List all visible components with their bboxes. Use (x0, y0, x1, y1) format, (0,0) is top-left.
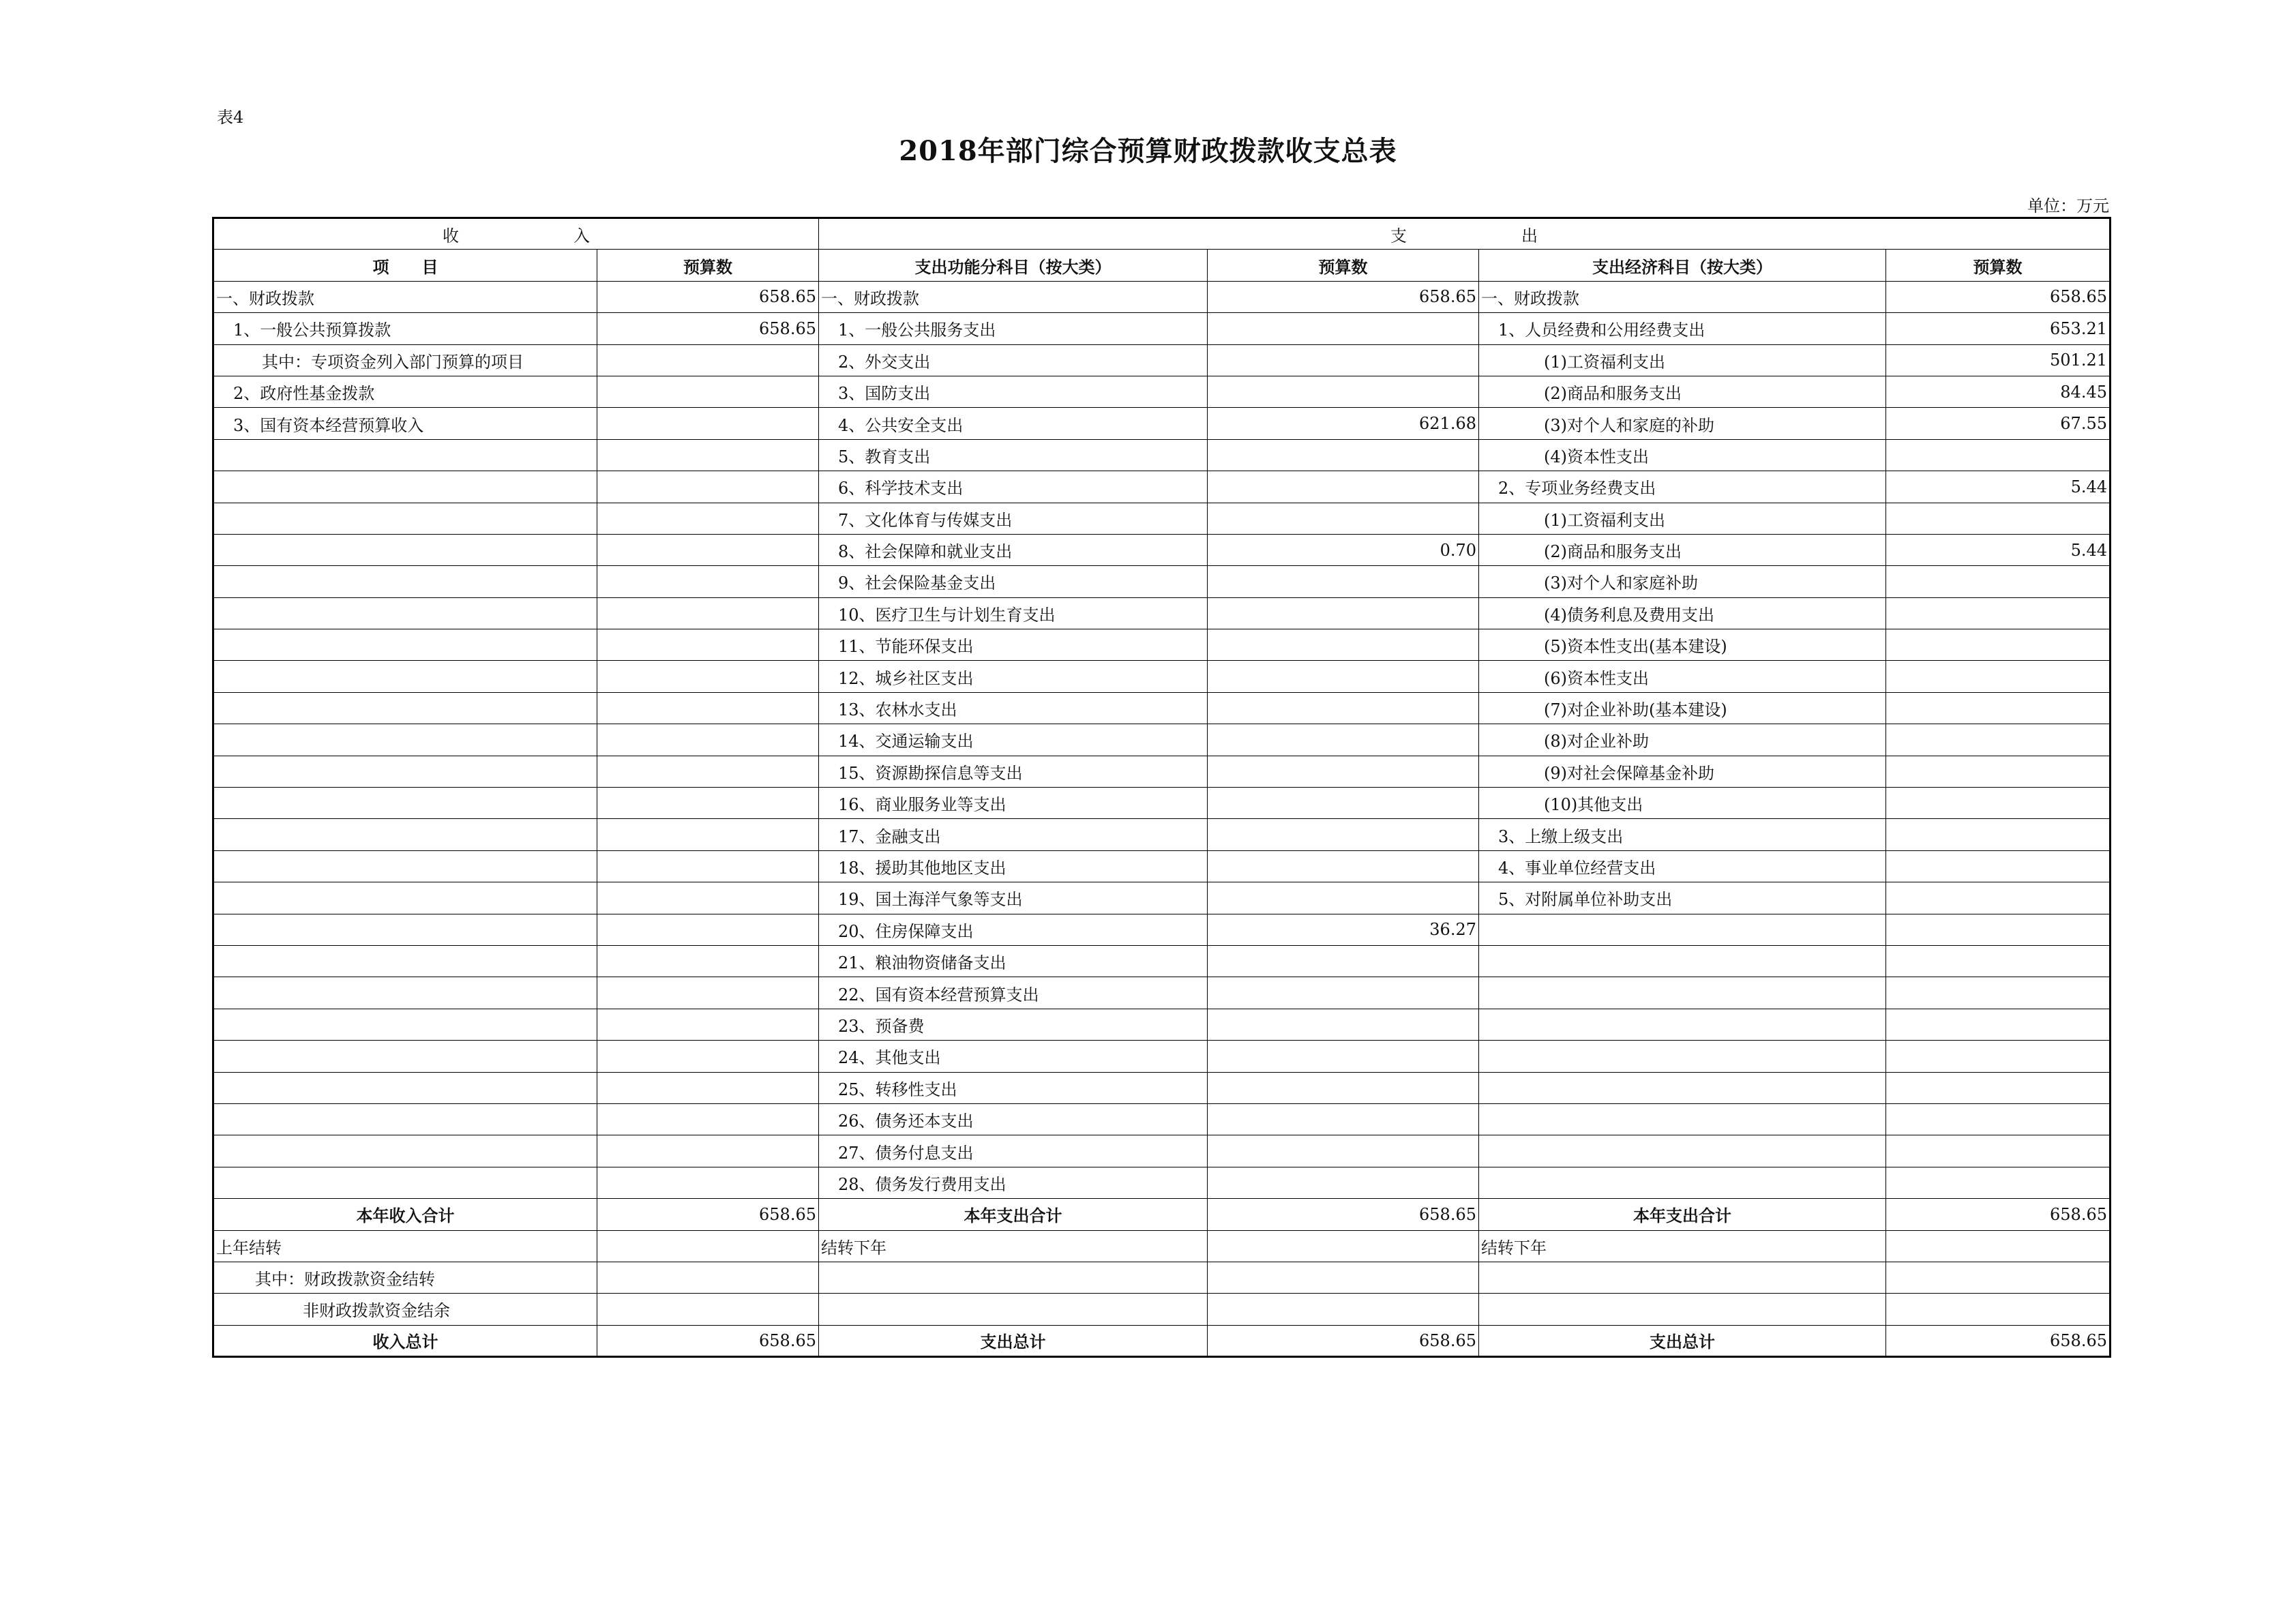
income-item-cell (213, 1103, 597, 1135)
income-value-cell (597, 534, 819, 565)
econ-value-cell (1886, 692, 2111, 724)
income-value-cell (597, 1167, 819, 1198)
carry-func-value (1208, 1262, 1479, 1293)
carry-func-value (1208, 1230, 1479, 1262)
income-value-cell (597, 344, 819, 376)
econ-value-cell: 5.44 (1886, 534, 2111, 565)
econ-item-cell (1479, 1009, 1886, 1040)
func-value-cell: 658.65 (1208, 281, 1479, 312)
income-item-cell (213, 534, 597, 565)
func-item-cell: 10、医疗卫生与计划生育支出 (819, 597, 1208, 629)
total-func-label: 支出总计 (819, 1325, 1208, 1356)
income-item-cell: 1、一般公共预算拨款 (213, 313, 597, 344)
econ-value-cell (1886, 724, 2111, 756)
income-item-cell (213, 503, 597, 534)
econ-value-cell: 658.65 (1886, 281, 2111, 312)
income-item-cell (213, 566, 597, 597)
subtotal-func-label: 本年支出合计 (819, 1199, 1208, 1230)
table-row (213, 1009, 2111, 1040)
income-value-cell (597, 914, 819, 945)
econ-value-cell (1886, 1167, 2111, 1198)
table-row (213, 534, 2111, 565)
income-value-cell (597, 945, 819, 977)
income-value-cell (597, 376, 819, 407)
table-row (213, 1041, 2111, 1072)
econ-item-cell (1479, 1103, 1886, 1135)
econ-value-cell (1886, 629, 2111, 661)
econ-value-cell (1886, 882, 2111, 914)
income-budget-header: 预算数 (597, 250, 819, 281)
func-value-cell (1208, 724, 1479, 756)
carry-income-label: 上年结转 (213, 1230, 597, 1262)
func-value-cell (1208, 471, 1479, 503)
income-item-cell (213, 597, 597, 629)
func-value-cell (1208, 945, 1479, 977)
econ-item-cell: (7)对企业补助(基本建设) (1479, 692, 1886, 724)
econ-value-cell: 653.21 (1886, 313, 2111, 344)
income-value-cell (597, 1135, 819, 1167)
income-value-cell (597, 471, 819, 503)
econ-value-cell (1886, 1135, 2111, 1167)
income-value-cell (597, 819, 819, 850)
income-item-cell (213, 1009, 597, 1040)
income-value-cell (597, 788, 819, 819)
income-item-cell (213, 724, 597, 756)
income-value-cell (597, 850, 819, 882)
econ-item-cell: (5)资本性支出(基本建设) (1479, 629, 1886, 661)
func-item-cell: 15、资源勘探信息等支出 (819, 756, 1208, 787)
econ-value-cell (1886, 1041, 2111, 1072)
func-item-cell: 8、社会保障和就业支出 (819, 534, 1208, 565)
econ-item-cell: (8)对企业补助 (1479, 724, 1886, 756)
table-row (213, 1103, 2111, 1135)
econ-item-cell: (1)工资福利支出 (1479, 344, 1886, 376)
func-value-cell (1208, 1103, 1479, 1135)
table-row (213, 471, 2111, 503)
econ-value-cell (1886, 1009, 2111, 1040)
econ-value-cell (1886, 977, 2111, 1009)
carry-func-label (819, 1294, 1208, 1325)
carry-income-value (597, 1294, 819, 1325)
income-item-cell (213, 756, 597, 787)
income-value-cell (597, 977, 819, 1009)
func-item-cell: 23、预备费 (819, 1009, 1208, 1040)
econ-item-cell: 一、财政拨款 (1479, 281, 1886, 312)
income-item-cell (213, 1072, 597, 1103)
table-row (213, 1135, 2111, 1167)
func-value-cell (1208, 977, 1479, 1009)
econ-item-cell: (2)商品和服务支出 (1479, 534, 1886, 565)
income-item-cell (213, 882, 597, 914)
econ-value-cell (1886, 850, 2111, 882)
income-value-cell (597, 882, 819, 914)
econ-item-cell (1479, 1072, 1886, 1103)
econ-item-cell (1479, 945, 1886, 977)
func-item-cell: 18、援助其他地区支出 (819, 850, 1208, 882)
func-item-cell: 4、公共安全支出 (819, 408, 1208, 439)
table-row (213, 344, 2111, 376)
func-item-cell: 26、债务还本支出 (819, 1103, 1208, 1135)
table-row (213, 629, 2111, 661)
econ-item-cell: 1、人员经费和公用经费支出 (1479, 313, 1886, 344)
econ-value-cell (1886, 661, 2111, 692)
budget-table (212, 217, 2111, 1358)
econ-item-cell: (4)资本性支出 (1479, 439, 1886, 471)
func-item-cell: 13、农林水支出 (819, 692, 1208, 724)
table-row (213, 439, 2111, 471)
carry-row (213, 1262, 2111, 1293)
income-value-cell (597, 1009, 819, 1040)
income-item-cell (213, 977, 597, 1009)
carry-row (213, 1294, 2111, 1325)
income-item-cell (213, 1041, 597, 1072)
total-econ-value: 658.65 (1886, 1325, 2111, 1356)
func-item-cell: 1、一般公共服务支出 (819, 313, 1208, 344)
econ-item-cell: (1)工资福利支出 (1479, 503, 1886, 534)
income-value-cell (597, 408, 819, 439)
subtotal-income-label: 本年收入合计 (213, 1199, 597, 1230)
income-value-cell (597, 597, 819, 629)
table-row (213, 914, 2111, 945)
income-item-cell (213, 471, 597, 503)
econ-item-cell: 3、上缴上级支出 (1479, 819, 1886, 850)
econ-value-cell (1886, 503, 2111, 534)
table-row (213, 882, 2111, 914)
table-row (213, 977, 2111, 1009)
func-item-cell: 6、科学技术支出 (819, 471, 1208, 503)
table-row (213, 788, 2111, 819)
func-value-cell (1208, 313, 1479, 344)
econ-value-cell (1886, 439, 2111, 471)
income-value-cell (597, 756, 819, 787)
econ-value-cell (1886, 788, 2111, 819)
econ-value-cell (1886, 1072, 2111, 1103)
income-value-cell (597, 566, 819, 597)
table-row (213, 566, 2111, 597)
econ-item-cell: (3)对个人和家庭补助 (1479, 566, 1886, 597)
income-value-cell (597, 661, 819, 692)
carry-income-label: 非财政拨款资金结余 (213, 1294, 597, 1325)
total-econ-label: 支出总计 (1479, 1325, 1886, 1356)
func-value-cell: 621.68 (1208, 408, 1479, 439)
econ-value-cell (1886, 945, 2111, 977)
income-item-cell (213, 629, 597, 661)
table-row (213, 692, 2111, 724)
carry-income-value (597, 1230, 819, 1262)
carry-func-label (819, 1262, 1208, 1293)
table-row (213, 1167, 2111, 1198)
table-row (213, 408, 2111, 439)
func-value-cell: 0.70 (1208, 534, 1479, 565)
func-item-cell: 9、社会保险基金支出 (819, 566, 1208, 597)
func-value-cell (1208, 503, 1479, 534)
table-row (213, 313, 2111, 344)
carry-econ-label: 结转下年 (1479, 1230, 1886, 1262)
subtotal-row (213, 1199, 2111, 1230)
carry-income-label: 其中：财政拨款资金结转 (213, 1262, 597, 1293)
econ-item-cell: (4)债务利息及费用支出 (1479, 597, 1886, 629)
econ-budget-header: 预算数 (1886, 250, 2111, 281)
expense-header: 支 出 (819, 218, 2111, 250)
econ-value-cell (1886, 1103, 2111, 1135)
econ-value-cell: 501.21 (1886, 344, 2111, 376)
table-row (213, 756, 2111, 787)
func-item-cell: 5、教育支出 (819, 439, 1208, 471)
income-item-cell: 2、政府性基金拨款 (213, 376, 597, 407)
header-row-1 (213, 218, 2111, 250)
econ-item-cell (1479, 1135, 1886, 1167)
func-value-cell (1208, 850, 1479, 882)
income-item-cell: 3、国有资本经营预算收入 (213, 408, 597, 439)
econ-item-cell: (3)对个人和家庭的补助 (1479, 408, 1886, 439)
func-value-cell (1208, 1072, 1479, 1103)
func-value-cell (1208, 788, 1479, 819)
econ-value-cell (1886, 756, 2111, 787)
income-value-cell: 658.65 (597, 281, 819, 312)
income-item-cell (213, 692, 597, 724)
econ-value-cell (1886, 566, 2111, 597)
income-item-cell: 其中：专项资金列入部门预算的项目 (213, 344, 597, 376)
table-row (213, 281, 2111, 312)
func-value-cell (1208, 629, 1479, 661)
func-item-cell: 7、文化体育与传媒支出 (819, 503, 1208, 534)
func-item-cell: 一、财政拨款 (819, 281, 1208, 312)
econ-item-cell (1479, 914, 1886, 945)
income-item-cell: 一、财政拨款 (213, 281, 597, 312)
total-income-label: 收入总计 (213, 1325, 597, 1356)
carry-econ-label (1479, 1262, 1886, 1293)
income-value-cell (597, 724, 819, 756)
econ-item-cell: 4、事业单位经营支出 (1479, 850, 1886, 882)
econ-value-cell (1886, 819, 2111, 850)
econ-item-cell: 2、专项业务经费支出 (1479, 471, 1886, 503)
econ-value-cell (1886, 914, 2111, 945)
subtotal-econ-value: 658.65 (1886, 1199, 2111, 1230)
func-item-cell: 12、城乡社区支出 (819, 661, 1208, 692)
income-item-cell (213, 819, 597, 850)
table-row (213, 503, 2111, 534)
table-row (213, 945, 2111, 977)
table-row (213, 1072, 2111, 1103)
carry-econ-value (1886, 1294, 2111, 1325)
func-value-cell (1208, 1009, 1479, 1040)
func-item-cell: 2、外交支出 (819, 344, 1208, 376)
econ-item-cell: 5、对附属单位补助支出 (1479, 882, 1886, 914)
econ-value-cell: 5.44 (1886, 471, 2111, 503)
func-value-cell (1208, 756, 1479, 787)
header-row-2 (213, 250, 2111, 281)
income-item-cell (213, 1167, 597, 1198)
func-item-cell: 27、债务付息支出 (819, 1135, 1208, 1167)
income-value-cell (597, 692, 819, 724)
func-value-cell (1208, 344, 1479, 376)
func-item-cell: 11、节能环保支出 (819, 629, 1208, 661)
econ-value-cell: 84.45 (1886, 376, 2111, 407)
income-value-cell: 658.65 (597, 313, 819, 344)
carry-func-value (1208, 1294, 1479, 1325)
econ-value-cell (1886, 597, 2111, 629)
func-value-cell (1208, 597, 1479, 629)
func-subject-header: 支出功能分科目（按大类） (819, 250, 1208, 281)
carry-econ-label (1479, 1294, 1886, 1325)
subtotal-func-value: 658.65 (1208, 1199, 1479, 1230)
func-value-cell (1208, 439, 1479, 471)
func-value-cell (1208, 882, 1479, 914)
subtotal-income-value: 658.65 (597, 1199, 819, 1230)
income-value-cell (597, 1072, 819, 1103)
total-row (213, 1325, 2111, 1356)
econ-item-cell: (2)商品和服务支出 (1479, 376, 1886, 407)
income-item-cell (213, 1135, 597, 1167)
func-value-cell (1208, 376, 1479, 407)
item-header: 项 目 (213, 250, 597, 281)
table-row (213, 819, 2111, 850)
func-item-cell: 14、交通运输支出 (819, 724, 1208, 756)
total-income-value: 658.65 (597, 1325, 819, 1356)
func-item-cell: 24、其他支出 (819, 1041, 1208, 1072)
carry-econ-value (1886, 1230, 2111, 1262)
econ-item-cell (1479, 977, 1886, 1009)
income-header: 收 入 (213, 218, 819, 250)
func-item-cell: 21、粮油物资储备支出 (819, 945, 1208, 977)
income-item-cell (213, 914, 597, 945)
func-item-cell: 28、债务发行费用支出 (819, 1167, 1208, 1198)
total-func-value: 658.65 (1208, 1325, 1479, 1356)
func-value-cell (1208, 1135, 1479, 1167)
func-value-cell (1208, 692, 1479, 724)
econ-item-cell: (10)其他支出 (1479, 788, 1886, 819)
func-item-cell: 25、转移性支出 (819, 1072, 1208, 1103)
econ-subject-header: 支出经济科目（按大类） (1479, 250, 1886, 281)
income-value-cell (597, 1041, 819, 1072)
func-item-cell: 20、住房保障支出 (819, 914, 1208, 945)
func-budget-header: 预算数 (1208, 250, 1479, 281)
table-row (213, 376, 2111, 407)
econ-item-cell (1479, 1041, 1886, 1072)
carry-row (213, 1230, 2111, 1262)
page-title: 2018年部门综合预算财政拨款收支总表 (899, 135, 1397, 167)
sheet-label: 表4 (217, 108, 244, 127)
income-item-cell (213, 661, 597, 692)
income-value-cell (597, 503, 819, 534)
econ-item-cell: (6)资本性支出 (1479, 661, 1886, 692)
econ-item-cell: (9)对社会保障基金补助 (1479, 756, 1886, 787)
carry-econ-value (1886, 1262, 2111, 1293)
table-row (213, 724, 2111, 756)
income-value-cell (597, 1103, 819, 1135)
income-item-cell (213, 850, 597, 882)
unit-label: 单位：万元 (2027, 196, 2109, 215)
income-item-cell (213, 788, 597, 819)
func-item-cell: 16、商业服务业等支出 (819, 788, 1208, 819)
func-value-cell (1208, 1167, 1479, 1198)
table-row (213, 850, 2111, 882)
func-value-cell: 36.27 (1208, 914, 1479, 945)
carry-income-value (597, 1262, 819, 1293)
func-value-cell (1208, 566, 1479, 597)
func-value-cell (1208, 661, 1479, 692)
table-row (213, 597, 2111, 629)
func-item-cell: 19、国土海洋气象等支出 (819, 882, 1208, 914)
carry-func-label: 结转下年 (819, 1230, 1208, 1262)
table-row (213, 661, 2111, 692)
income-value-cell (597, 629, 819, 661)
func-value-cell (1208, 1041, 1479, 1072)
func-value-cell (1208, 819, 1479, 850)
income-item-cell (213, 439, 597, 471)
func-item-cell: 3、国防支出 (819, 376, 1208, 407)
func-item-cell: 17、金融支出 (819, 819, 1208, 850)
econ-item-cell (1479, 1167, 1886, 1198)
income-value-cell (597, 439, 819, 471)
income-item-cell (213, 945, 597, 977)
subtotal-econ-label: 本年支出合计 (1479, 1199, 1886, 1230)
func-item-cell: 22、国有资本经营预算支出 (819, 977, 1208, 1009)
econ-value-cell: 67.55 (1886, 408, 2111, 439)
